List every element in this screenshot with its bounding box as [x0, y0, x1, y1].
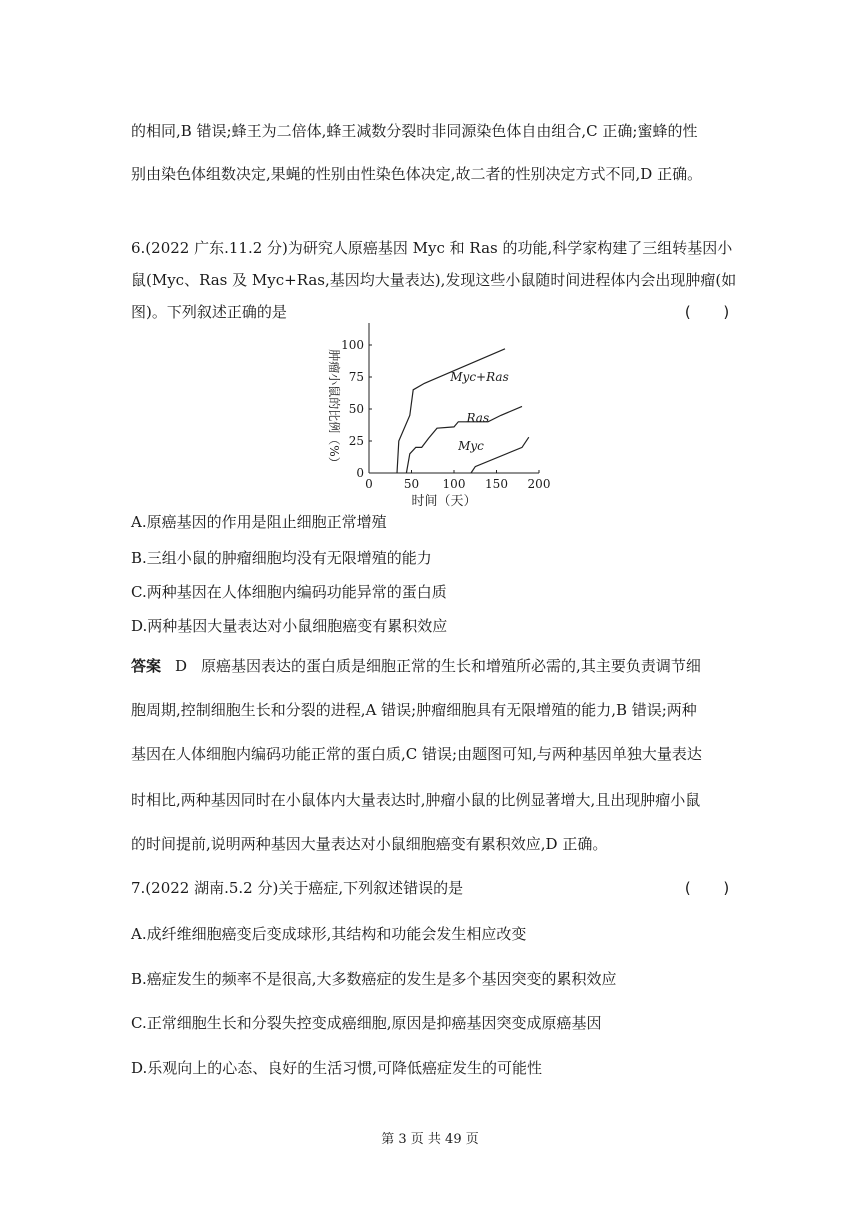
option-a: A.成纤维细胞癌变后变成球形,其结构和功能会发生相应改变	[131, 925, 527, 943]
answer-blank: ( )	[682, 303, 731, 321]
question-7-stem	[131, 878, 731, 898]
option-d: D.两种基因大量表达对小鼠细胞癌变有累积效应	[131, 617, 448, 635]
y-tick-label: 75	[348, 370, 364, 384]
option-a: A.原癌基因的作用是阻止细胞正常增殖	[131, 513, 387, 531]
x-tick-label: 0	[365, 477, 373, 491]
x-tick-label: 200	[527, 477, 551, 491]
option-b: B.癌症发生的频率不是很高,大多数癌症的发生是多个基因突变的累积效应	[131, 970, 617, 988]
y-tick-label: 100	[341, 338, 364, 352]
option-d: D.乐观向上的心态、良好的生活习惯,可降低癌症发生的可能性	[131, 1059, 543, 1077]
x-tick-label: 150	[485, 477, 508, 491]
option-b: B.三组小鼠的肿瘤细胞均没有无限增殖的能力	[131, 549, 432, 567]
y-tick-label: 25	[348, 434, 364, 448]
answer-text: 原癌基因表达的蛋白质是细胞正常的生长和增殖所必需的,其主要负责调节细	[201, 657, 701, 675]
answer-line-5: 的时间提前,说明两种基因大量表达对小鼠细胞癌变有累积效应,D 正确。	[131, 835, 608, 853]
answer-line-3: 基因在人体细胞内编码功能正常的蛋白质,C 错误;由题图可知,与两种基因单独大量表达	[131, 745, 702, 763]
answer-line-2: 胞周期,控制细胞生长和分裂的进程,A 错误;肿瘤细胞具有无限增殖的能力,B 错误;两种	[131, 701, 697, 719]
answer-line-1	[131, 656, 731, 676]
answer-letter: D	[175, 657, 188, 675]
text-line: 别由染色体组数决定,果蝇的性别由性染色体决定,故二者的性别决定方式不同,D 正确。	[131, 165, 703, 183]
y-tick-label: 50	[348, 402, 364, 416]
x-axis-label: 时间（天）	[411, 494, 477, 509]
series-label: Myc	[458, 438, 484, 453]
x-tick-label: 50	[403, 477, 420, 491]
answer-line-4: 时相比,两种基因同时在小鼠体内大量表达时,肿瘤小鼠的比例显著增大,且出现肿瘤小鼠	[131, 791, 701, 809]
tumor-ratio-line-chart	[318, 318, 551, 509]
answer-label: 答案	[131, 657, 162, 675]
option-c: C.两种基因在人体细胞内编码功能异常的蛋白质	[131, 583, 447, 601]
option-c: C.正常细胞生长和分裂失控变成癌细胞,原因是抑癌基因突变成原癌基因	[131, 1014, 602, 1032]
series-label: Ras	[466, 410, 490, 425]
question-7-stem-text: 7.(2022 湖南.5.2 分)关于癌症,下列叙述错误的是	[131, 879, 464, 897]
question-6-stem-text: 图)。下列叙述正确的是	[131, 303, 287, 321]
y-axis-label: 肿瘤小鼠的比例（%）	[327, 349, 341, 469]
page-footer: 第 3 页 共 49 页	[381, 1132, 479, 1147]
x-tick-label: 100	[442, 477, 466, 491]
question-6-stem-line-1: 6.(2022 广东.11.2 分)为研究人原癌基因 Myc 和 Ras 的功能,科学家构建了三组转基因小	[131, 239, 733, 257]
text-line: 的相同,B 错误;蜂王为二倍体,蜂王减数分裂时非同源染色体自由组合,C 正确;蜜蜂的性	[131, 122, 698, 140]
y-tick-label: 0	[356, 466, 364, 480]
question-6-stem-line-2: 鼠(Myc、Ras 及 Myc+Ras,基因均大量表达),发现这些小鼠随时间进程体内会出现肿瘤(如	[131, 271, 737, 289]
answer-blank: ( )	[682, 879, 731, 897]
series-label: Myc+Ras	[450, 369, 509, 384]
